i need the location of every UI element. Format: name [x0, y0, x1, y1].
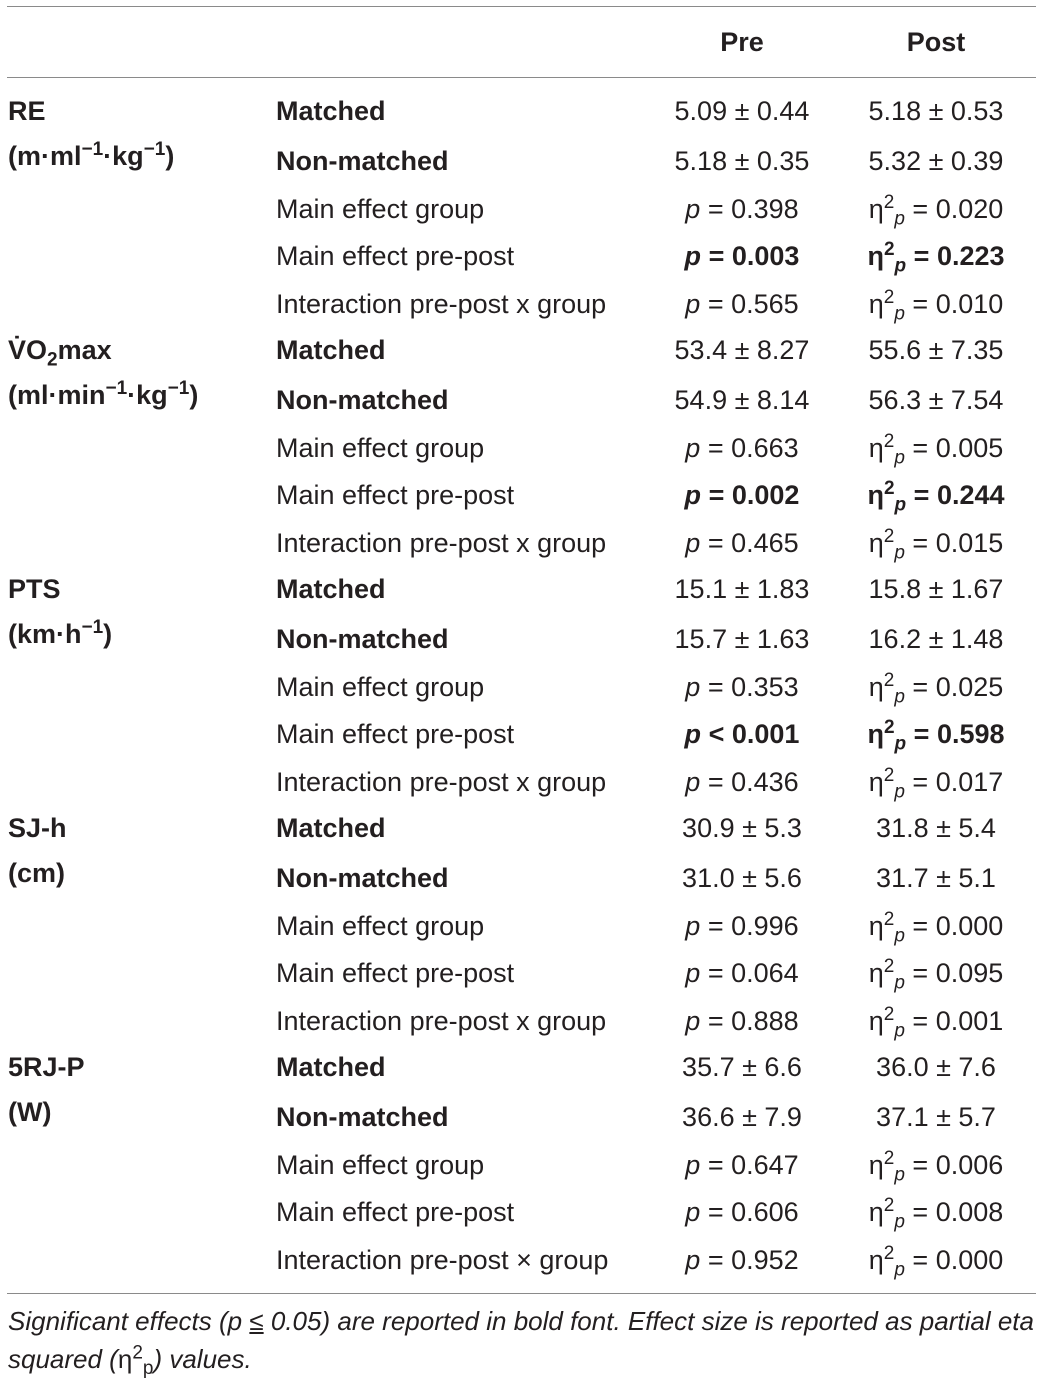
p-value: p = 0.647 — [685, 1150, 799, 1180]
effect-row — [0, 1001, 1041, 1041]
effect-row — [0, 762, 1041, 802]
post-value: 15.8 ± 1.67 — [868, 574, 1004, 604]
column-header-post: Post — [906, 27, 966, 57]
effect-label: Main effect group — [276, 433, 485, 463]
eta-squared-value: $\eta^2_p = 0.020$ — [868, 192, 1004, 230]
post-value: 37.1 ± 5.7 — [876, 1102, 996, 1132]
pre-value: 15.7 ± 1.63 — [674, 624, 810, 654]
effect-row — [0, 284, 1041, 324]
row-label: Non-matched — [276, 863, 449, 893]
variable-unit: $(km\cdot h^{-1})$ — [8, 617, 113, 649]
pre-value: 53.4 ± 8.27 — [674, 335, 810, 365]
row-label: Non-matched — [276, 146, 449, 176]
p-value: p = 0.436 — [685, 767, 799, 797]
effect-row — [0, 667, 1041, 707]
table-bottom-rule — [7, 1293, 1036, 1294]
effect-label: Main effect pre-post — [276, 241, 515, 271]
eta-squared-value: $\eta^2_p = 0.017$ — [868, 765, 1004, 803]
non-matched-row — [0, 141, 1041, 181]
pre-value: 15.1 ± 1.83 — [674, 574, 810, 604]
row-label: Non-matched — [276, 1102, 449, 1132]
effect-label: Main effect group — [276, 194, 485, 224]
variable-unit: (cm) — [8, 858, 66, 888]
effect-label: Interaction pre-post x group — [276, 528, 607, 558]
post-value: 31.8 ± 5.4 — [876, 813, 996, 843]
row-label: Matched — [276, 1052, 386, 1082]
p-value: p = 0.888 — [685, 1006, 799, 1036]
matched-row — [0, 91, 1041, 131]
matched-row — [0, 330, 1041, 370]
row-label: Non-matched — [276, 624, 449, 654]
matched-row — [0, 569, 1041, 609]
post-value: 16.2 ± 1.48 — [868, 624, 1004, 654]
effect-row — [0, 714, 1041, 754]
eta-squared-value: $\eta^2_p = 0.005$ — [868, 431, 1004, 469]
p-value: p = 0.663 — [685, 433, 799, 463]
pre-value: 31.0 ± 5.6 — [682, 863, 802, 893]
effect-label: Main effect pre-post — [276, 480, 515, 510]
matched-row — [0, 1047, 1041, 1087]
table-footnote: Significant effects (p ≤ 0.05) are reported in bold font. Effect size is reported as partial eta squared $(\eta^2_p)$ values. — [8, 1306, 1034, 1380]
eta-squared-value: $\eta^2_p = 0.010$ — [868, 287, 1004, 325]
effect-label: Interaction pre-post x group — [276, 767, 607, 797]
post-value: 55.6 ± 7.35 — [868, 335, 1004, 365]
row-label: Matched — [276, 335, 386, 365]
pre-value: 5.09 ± 0.44 — [674, 96, 810, 126]
eta-squared-value: $\eta^2_p = 0.095$ — [868, 956, 1004, 994]
effect-row — [0, 189, 1041, 229]
variable-name: SJ-h — [8, 813, 67, 843]
row-label: Matched — [276, 574, 386, 604]
p-value: p = 0.064 — [685, 958, 799, 988]
non-matched-row — [0, 858, 1041, 898]
pre-value: 30.9 ± 5.3 — [682, 813, 802, 843]
eta-squared-value: $\eta^2_p = 0.006$ — [868, 1148, 1004, 1186]
post-value: 36.0 ± 7.6 — [876, 1052, 996, 1082]
effect-row — [0, 1240, 1041, 1280]
variable-unit: (W) — [8, 1097, 52, 1127]
variable-unit: $(m\cdot ml^{-1}\cdot kg^{-1})$ — [8, 139, 175, 171]
effect-row — [0, 428, 1041, 468]
variable-name: RE — [8, 96, 46, 126]
post-value: 5.32 ± 0.39 — [868, 146, 1004, 176]
effect-row — [0, 475, 1041, 515]
effect-label: Main effect pre-post — [276, 1197, 515, 1227]
column-header-pre: Pre — [720, 27, 764, 57]
row-label: Non-matched — [276, 385, 449, 415]
post-value: 31.7 ± 5.1 — [876, 863, 996, 893]
pre-value: 54.9 ± 8.14 — [674, 385, 810, 415]
effect-label: Main effect pre-post — [276, 719, 515, 749]
eta-squared-value: $\eta^2_p = 0.000$ — [868, 909, 1004, 947]
eta-squared-value: $\eta^2_p = 0.025$ — [868, 670, 1004, 708]
p-value: p = 0.353 — [685, 672, 799, 702]
row-label: Matched — [276, 96, 386, 126]
p-value: p = 0.996 — [685, 911, 799, 941]
effect-label: Interaction pre-post x group — [276, 289, 607, 319]
p-value: p < 0.001 — [684, 719, 800, 749]
non-matched-row — [0, 619, 1041, 659]
p-value: p = 0.003 — [684, 241, 800, 271]
pre-value: 5.18 ± 0.35 — [674, 146, 810, 176]
effect-row — [0, 1192, 1041, 1232]
p-value: p = 0.002 — [684, 480, 800, 510]
effect-label: Main effect group — [276, 911, 485, 941]
variable-name: $V̇O_2\max$ — [8, 335, 112, 371]
eta-squared-value: $\eta^2_p = 0.223$ — [867, 239, 1005, 277]
eta-squared-value: $\eta^2_p = 0.000$ — [868, 1243, 1004, 1281]
effect-row — [0, 523, 1041, 563]
effect-row — [0, 953, 1041, 993]
pre-value: 35.7 ± 6.6 — [682, 1052, 802, 1082]
eta-squared-value: $\eta^2_p = 0.008$ — [868, 1195, 1004, 1233]
eta-squared-value: $\eta^2_p = 0.598$ — [867, 717, 1005, 755]
eta-squared-value: $\eta^2_p = 0.244$ — [867, 478, 1005, 516]
variable-name: PTS — [8, 574, 61, 604]
pre-value: 36.6 ± 7.9 — [682, 1102, 802, 1132]
non-matched-row — [0, 380, 1041, 420]
p-value: p = 0.606 — [685, 1197, 799, 1227]
effect-label: Main effect group — [276, 1150, 485, 1180]
effect-label: Interaction pre-post x group — [276, 1006, 607, 1036]
matched-row — [0, 808, 1041, 848]
p-value: p = 0.565 — [685, 289, 799, 319]
post-value: 5.18 ± 0.53 — [868, 96, 1004, 126]
row-label: Matched — [276, 813, 386, 843]
variable-name: 5RJ-P — [8, 1052, 85, 1082]
effect-label: Main effect pre-post — [276, 958, 515, 988]
effect-row — [0, 906, 1041, 946]
p-value: p = 0.952 — [685, 1245, 799, 1275]
effect-row — [0, 236, 1041, 276]
p-value: p = 0.398 — [685, 194, 799, 224]
effect-row — [0, 1145, 1041, 1185]
post-value: 56.3 ± 7.54 — [868, 385, 1004, 415]
effect-label: Interaction pre-post × group — [276, 1245, 609, 1275]
variable-unit: $(ml\cdot\min^{-1}\cdot kg^{-1})$ — [8, 378, 199, 410]
eta-squared-value: $\eta^2_p = 0.015$ — [868, 526, 1004, 564]
effect-label: Main effect group — [276, 672, 485, 702]
non-matched-row — [0, 1097, 1041, 1137]
eta-squared-value: $\eta^2_p = 0.001$ — [868, 1004, 1004, 1042]
p-value: p = 0.465 — [685, 528, 799, 558]
